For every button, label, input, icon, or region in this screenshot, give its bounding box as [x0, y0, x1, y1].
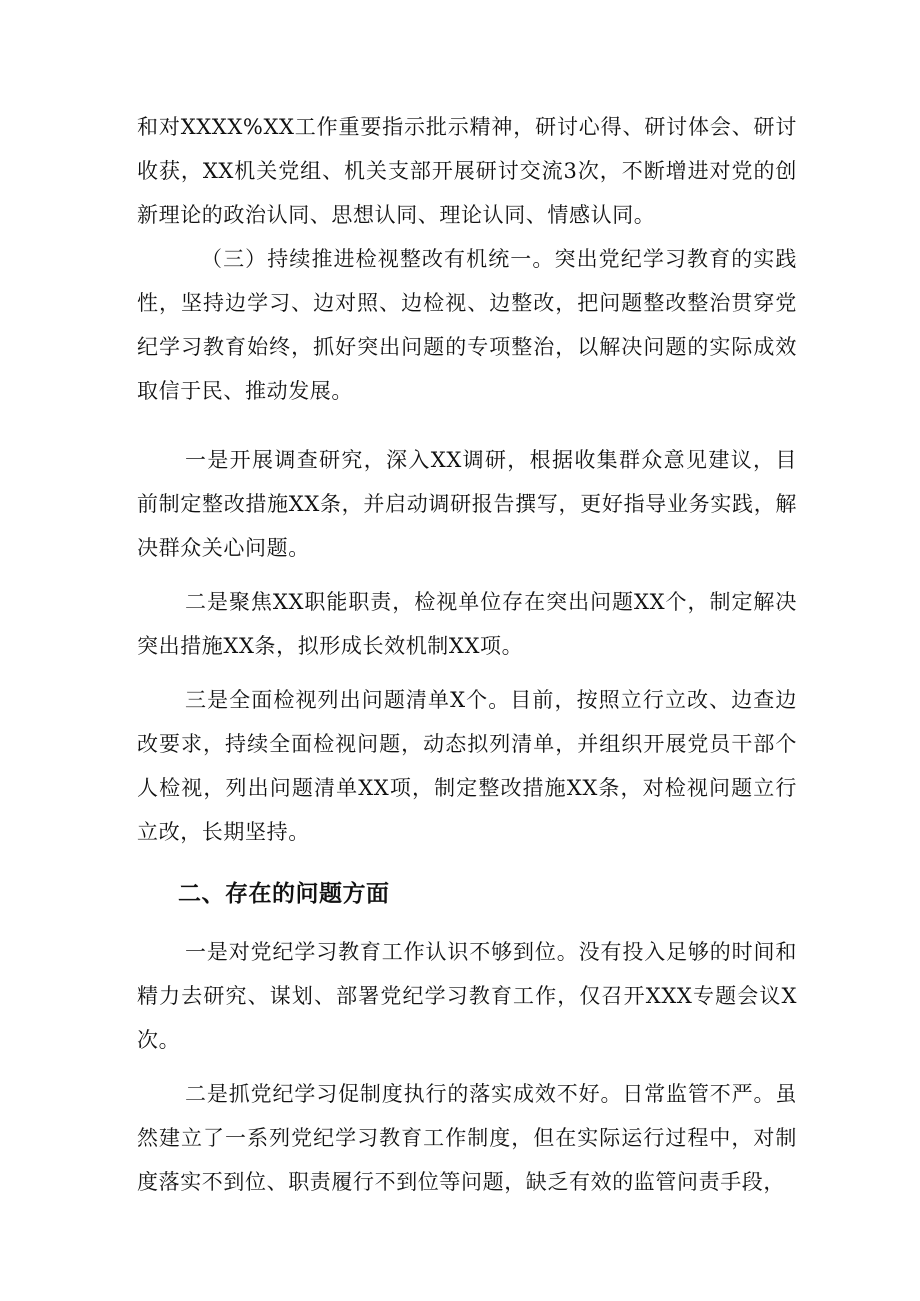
paragraph-item-one-research: 一是开展调查研究，深入XX调研，根据收集群众意见建议，目前制定整改措施XX条，并启动调研报告撰写，更好指导业务实践，解决群众关心问题。 [137, 448, 797, 560]
paragraph-study-exchange: 和对XXXX%XX工作重要指示批示精神，研讨心得、研讨体会、研讨收获，XX机关党组、机关支部开展研讨交流3次，不断增进对党的创新理论的政治认同、思想认同、理论认同、情感认同。 [137, 115, 797, 227]
section-heading-problems: 二、存在的问题方面 [178, 881, 390, 907]
paragraph-problem-one: 一是对党纪学习教育工作认识不够到位。没有投入足够的时间和精力去研究、谋划、部署党纪学习教育工作，仅召开XXX专题会议X次。 [137, 940, 797, 1052]
paragraph-problem-two: 二是抓党纪学习促制度执行的落实成效不好。日常监管不严。虽然建立了一系列党纪学习教育工作制度，但在实际运行过程中，对制度落实不到位、职责履行不到位等问题，缺乏有效的监管问责手段， [137, 1082, 797, 1194]
paragraph-rectification-intro: （三）持续推进检视整改有机统一。突出党纪学习教育的实践性，坚持边学习、边对照、边检视、边整改，把问题整改整治贯穿党纪学习教育始终，抓好突出问题的专项整治，以解决问题的实际成效取信于民、推动发展。 [137, 247, 797, 403]
paragraph-item-two-duties: 二是聚焦XX职能职责，检视单位存在突出问题XX个，制定解决突出措施XX条，拟形成长效机制XX项。 [137, 590, 797, 658]
paragraph-item-three-checklist: 三是全面检视列出问题清单X个。目前，按照立行立改、边查边改要求，持续全面检视问题，动态拟列清单，并组织开展党员干部个人检视，列出问题清单XX项，制定整改措施XX条，对检视问题立行立改，长期坚持。 [137, 688, 797, 844]
